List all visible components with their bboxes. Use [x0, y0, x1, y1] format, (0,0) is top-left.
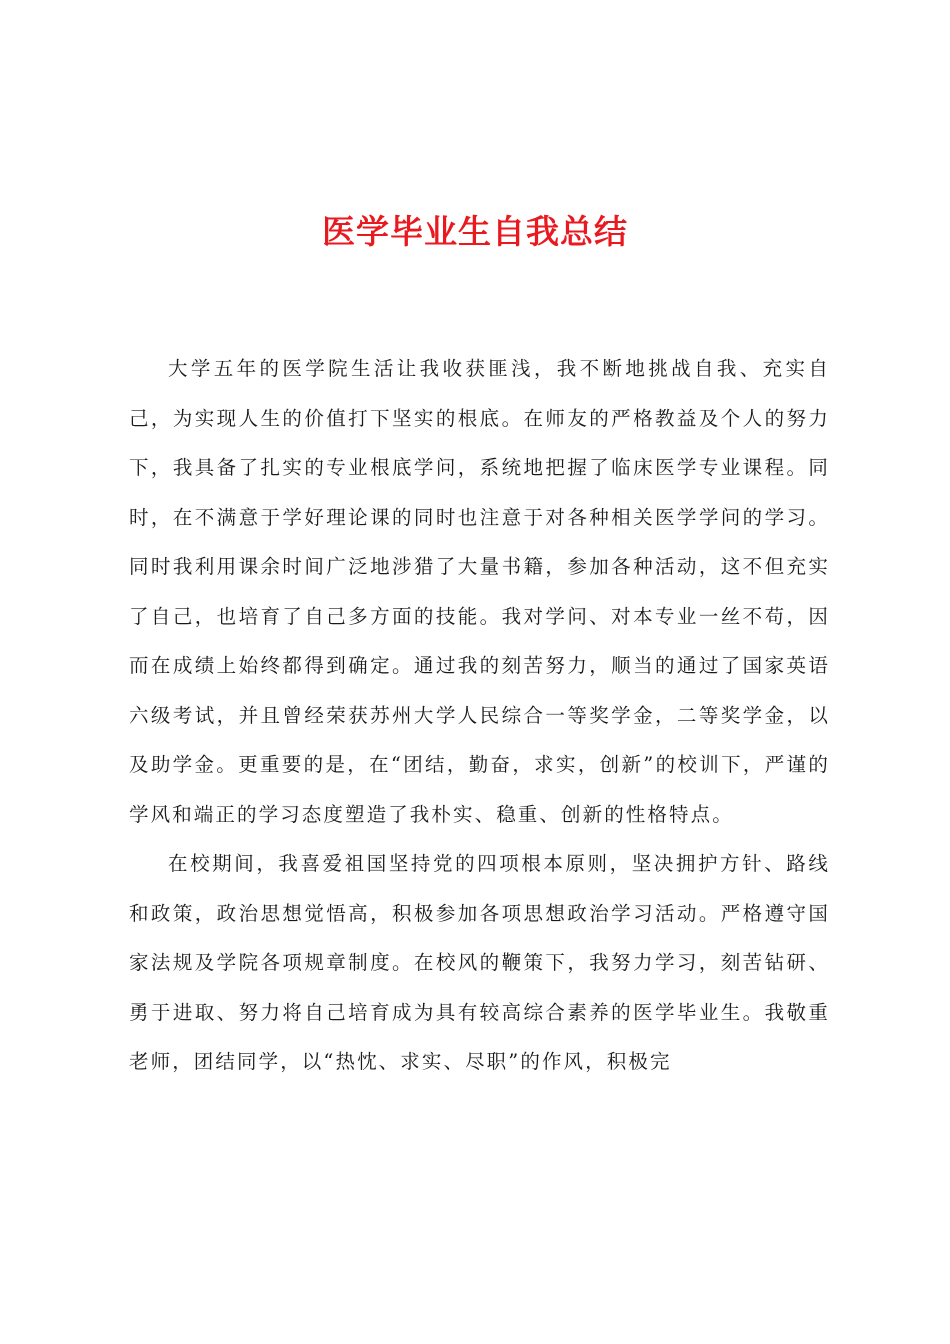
paragraph-2: 在校期间，我喜爱祖国坚持党的四项根本原则，坚决拥护方针、路线和政策，政治思想觉悟高，积极参加各项思想政治学习活动。严格遵守国家法规及学院各项规章制度。在校风的鞭策下，我努力学习，刻苦钻研、勇于进取、努力将自己培育成为具有较高综合素养的医学毕业生。我敬重老师，团结同学，以“热忱、求实、尽职”的作风，积极完	[129, 852, 830, 1073]
document-body	[129, 344, 830, 1087]
document-title: 医学毕业生自我总结	[322, 212, 628, 251]
paragraph-1: 大学五年的医学院生活让我收获匪浅，我不断地挑战自我、充实自己，为实现人生的价值打下坚实的根底。在师友的严格教益及个人的努力下，我具备了扎实的专业根底学问，系统地把握了临床医学专业课程。同时，在不满意于学好理论课的同时也注意于对各种相关医学学问的学习。同时我利用课余时间广泛地涉猎了大量书籍，参加各种活动，这不但充实了自己，也培育了自己多方面的技能。我对学问、对本专业一丝不苟，因而在成绩上始终都得到确定。通过我的刻苦努力，顺当的通过了国家英语六级考试，并且曾经荣获苏州大学人民综合一等奖学金，二等奖学金，以及助学金。更重要的是，在“团结，勤奋，求实，创新”的校训下，严谨的学风和端正的学习态度塑造了我朴实、稳重、创新的性格特点。	[129, 357, 830, 826]
